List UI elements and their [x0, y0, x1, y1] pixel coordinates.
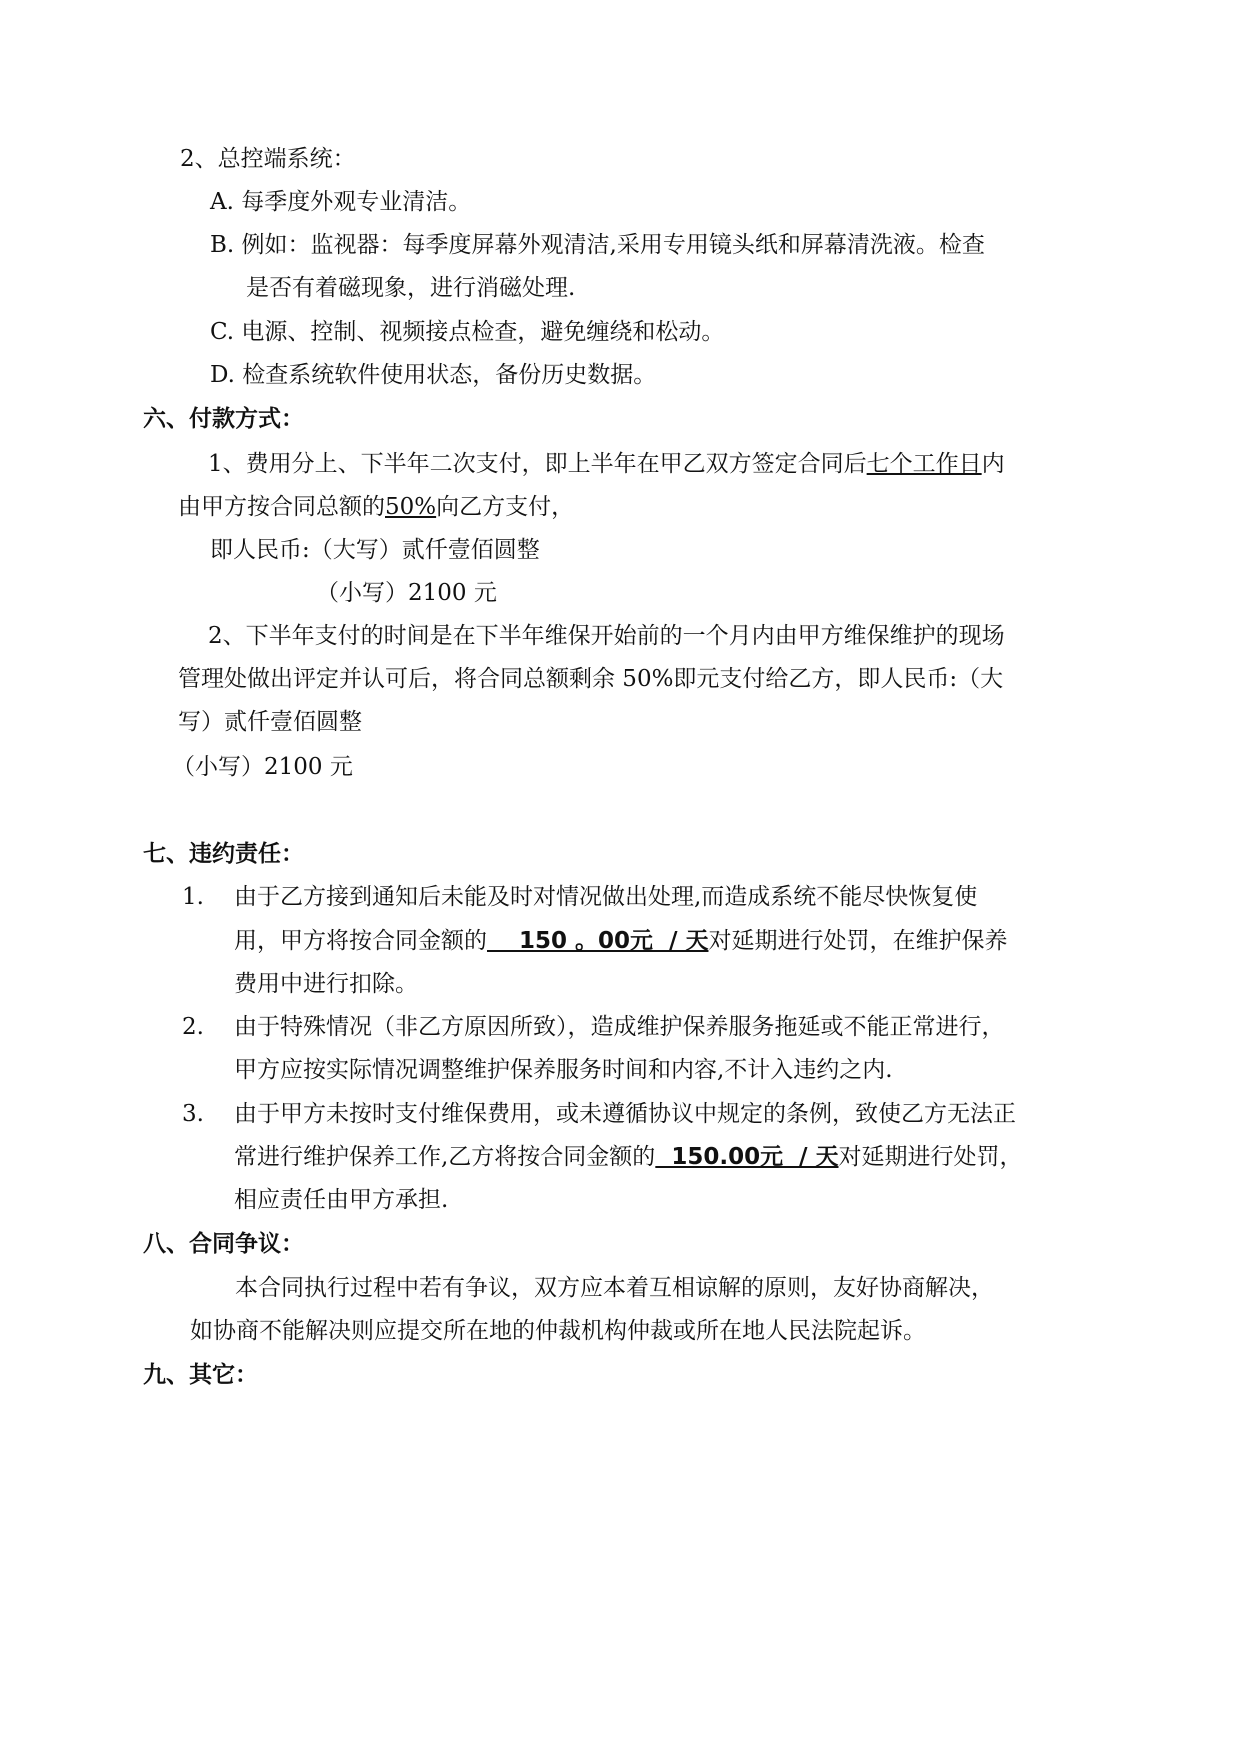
item-c: C. 电源、控制、视频接点检查，避免缠绕和松动。 — [210, 319, 725, 345]
breach-item-3-line3: 相应责任由甲方承担. — [234, 1187, 449, 1213]
breach-item-3-line1 — [182, 1099, 1016, 1129]
underlined-percent: 50% — [385, 494, 437, 520]
section-9-heading: 九、其它： — [143, 1362, 258, 1388]
text-run: 1、费用分上、下半年二次支付，即上半年在甲乙双方签定合同后 — [208, 451, 867, 477]
section-8-heading: 八、合同争议： — [143, 1231, 304, 1257]
breach-item-1-line3: 费用中进行扣除。 — [234, 971, 418, 997]
text-run: 由于特殊情况（非乙方原因所致），造成维护保养服务拖延或不能正常进行， — [234, 1014, 1005, 1040]
text-run: 向乙方支付， — [436, 494, 575, 520]
item-b-line1: B. 例如：监视器：每季度屏幕外观清洁,采用专用镜头纸和屏幕清洗液。检查 — [210, 232, 985, 258]
text-run: 内 — [981, 451, 1005, 477]
penalty-amount: 150.00元 / 天 — [655, 1144, 839, 1170]
payment-para2-line2: 管理处做出评定并认可后，将合同总额剩余 50%即元支付给乙方，即人民币:（大 — [178, 666, 1004, 692]
text-run: 对延期进行处罚，在维护保养 — [708, 928, 1008, 954]
section-6-heading: 六、付款方式： — [143, 406, 304, 432]
payment-para1-line1 — [208, 449, 1005, 479]
payment-para1-line2 — [178, 492, 574, 522]
item-2-title: 2、总控端系统： — [180, 146, 356, 172]
item-b-line2: 是否有着磁现象，进行消磁处理. — [246, 275, 576, 301]
text-run: 由甲方按合同总额的 — [178, 494, 385, 520]
item-number: 3. — [182, 1101, 204, 1127]
item-a: A. 每季度外观专业清洁。 — [210, 189, 472, 215]
text-run: 由于乙方接到通知后未能及时对情况做出处理,而造成系统不能尽快恢复使 — [234, 884, 978, 910]
payment-para2-line3: 写）贰仟壹佰圆整 — [178, 709, 362, 735]
breach-item-2-line2: 甲方应按实际情况调整维护保养服务时间和内容,不计入违约之内. — [234, 1057, 893, 1083]
penalty-amount: 150 。00元 / 天 — [487, 928, 709, 954]
text-run: 对延期进行处罚， — [838, 1144, 1023, 1170]
breach-item-1-line1 — [182, 882, 977, 912]
rmb-upper: 即人民币:（大写）贰仟壹佰圆整 — [210, 537, 540, 563]
breach-item-3-line2 — [234, 1142, 1023, 1172]
text-run: 用，甲方将按合同金额的 — [234, 928, 487, 954]
rmb-lower: （小写）2100 元 — [316, 580, 497, 606]
item-number: 2. — [182, 1014, 204, 1040]
underlined-term: 七个工作日 — [866, 451, 982, 477]
dispute-line1: 本合同执行过程中若有争议，双方应本着互相谅解的原则，友好协商解决， — [235, 1275, 994, 1301]
payment-para2-line1: 2、下半年支付的时间是在下半年维保开始前的一个月内由甲方维保维护的现场 — [208, 623, 1005, 649]
item-d: D. 检查系统软件使用状态，备份历史数据。 — [210, 362, 657, 388]
item-number: 1. — [182, 884, 204, 910]
breach-item-2-line1 — [182, 1012, 1005, 1042]
payment-para2-line4: （小写）2100 元 — [172, 754, 353, 780]
section-7-heading: 七、违约责任： — [143, 841, 304, 867]
text-run: 常进行维护保养工作,乙方将按合同金额的 — [234, 1144, 656, 1170]
text-run: 由于甲方未按时支付维保费用，或未遵循协议中规定的条例，致使乙方无法正 — [234, 1101, 1016, 1127]
dispute-line2: 如协商不能解决则应提交所在地的仲裁机构仲裁或所在地人民法院起诉。 — [190, 1318, 926, 1344]
breach-item-1-line2 — [234, 926, 1007, 956]
